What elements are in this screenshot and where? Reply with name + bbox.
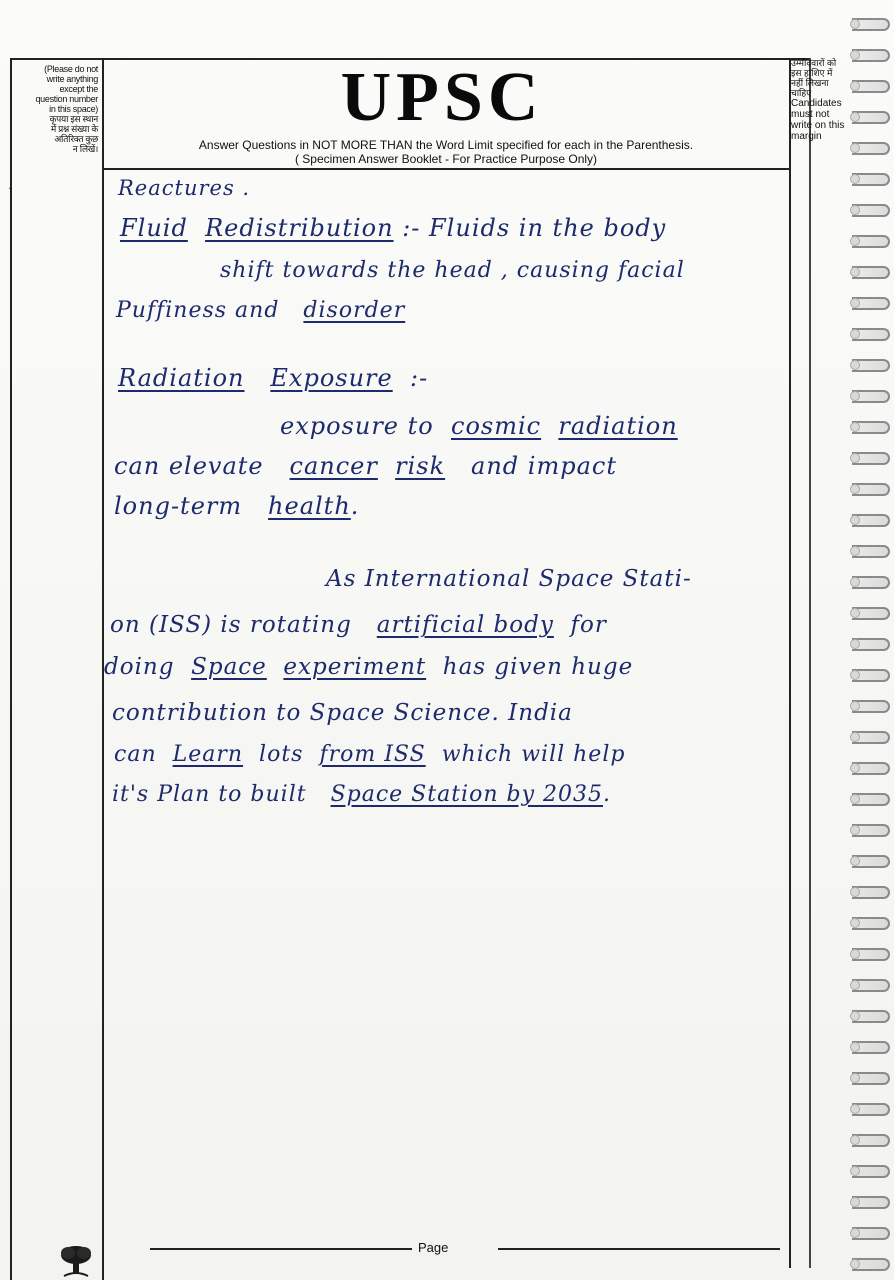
binding-hole bbox=[850, 81, 860, 91]
binding-hole bbox=[850, 949, 860, 959]
answer-line: As International Space Stati- bbox=[326, 566, 692, 592]
frame-left-line bbox=[10, 58, 12, 1280]
underlined-term: Space bbox=[191, 654, 267, 680]
binding-hole bbox=[850, 1042, 860, 1052]
tree-logo-icon bbox=[58, 1244, 94, 1278]
instructions-text: Answer Questions in NOT MORE THAN the Word Limit specified for each in the Parenthesis. bbox=[198, 138, 694, 152]
binding-hole bbox=[850, 1166, 860, 1176]
binding-hole bbox=[850, 763, 860, 773]
underlined-term: Redistribution bbox=[205, 214, 394, 242]
binding-hole bbox=[850, 887, 860, 897]
page-label: Page bbox=[418, 1240, 449, 1255]
underlined-term: cancer bbox=[289, 452, 378, 480]
answer-line: long-term health. bbox=[114, 492, 360, 520]
binding-hole bbox=[850, 639, 860, 649]
header-separator bbox=[102, 168, 790, 170]
answer-line: on (ISS) is rotating artificial body for bbox=[110, 612, 607, 638]
underlined-term: Fluid bbox=[120, 214, 188, 242]
binding-hole bbox=[850, 670, 860, 680]
binding-hole bbox=[850, 1259, 860, 1269]
binding-hole bbox=[850, 1228, 860, 1238]
answer-line: Reactures . bbox=[118, 176, 251, 200]
binding-hole bbox=[850, 205, 860, 215]
binding-hole bbox=[850, 1197, 860, 1207]
underlined-term: artificial body bbox=[376, 612, 554, 638]
binding-hole bbox=[850, 267, 860, 277]
answer-line: Radiation Exposure :- bbox=[118, 364, 429, 392]
binding-hole bbox=[850, 453, 860, 463]
answer-line: can Learn lots from ISS which will help bbox=[114, 742, 626, 767]
binding-hole bbox=[850, 1073, 860, 1083]
right-margin-note: उम्मीदवारों को इस हाशिए में नहीं लिखना चाहिए Candidates must not write on this margin bbox=[791, 58, 845, 142]
underlined-term: Radiation bbox=[118, 364, 245, 392]
binding-hole bbox=[850, 236, 860, 246]
binding-hole bbox=[850, 391, 860, 401]
binding-hole bbox=[850, 608, 860, 618]
binding-hole bbox=[850, 732, 860, 742]
answer-line: it's Plan to built Space Station by 2035. bbox=[112, 782, 611, 807]
answer-line: Puffiness and disorder bbox=[116, 298, 406, 323]
answer-line: exposure to cosmic radiation bbox=[280, 412, 678, 440]
binding-hole bbox=[850, 1104, 860, 1114]
answer-line: Fluid Redistribution :- Fluids in the body bbox=[120, 214, 667, 242]
page-title: UPSC bbox=[340, 59, 544, 136]
answer-line: contribution to Space Science. India bbox=[112, 700, 573, 726]
binding-hole bbox=[850, 1135, 860, 1145]
underlined-term: experiment bbox=[283, 654, 427, 680]
binding-hole bbox=[850, 50, 860, 60]
footer-line-right bbox=[498, 1248, 780, 1250]
specimen-subtitle: ( Specimen Answer Booklet - For Practice Purpose Only) bbox=[294, 152, 598, 166]
binding-hole bbox=[850, 794, 860, 804]
binding-hole bbox=[850, 701, 860, 711]
binding-hole bbox=[850, 546, 860, 556]
binding-hole bbox=[850, 329, 860, 339]
binding-hole bbox=[850, 174, 860, 184]
underlined-term: from ISS bbox=[319, 742, 426, 767]
answer-line: doing Space experiment has given huge bbox=[104, 654, 634, 680]
answer-line: can elevate cancer risk and impact bbox=[114, 452, 617, 480]
binding-hole bbox=[850, 918, 860, 928]
underlined-term: Space Station by 2035 bbox=[330, 782, 603, 807]
left-margin-note: (Please do not write anything except the question number in this space) कृपया इस स्थान में प्रश्न संख्या के अतिरिक्त कुछ न लिखें। bbox=[35, 64, 98, 154]
binding-hole bbox=[850, 1011, 860, 1021]
binding-hole bbox=[850, 980, 860, 990]
binding-hole bbox=[850, 422, 860, 432]
binding-hole bbox=[850, 360, 860, 370]
binding-hole bbox=[850, 577, 860, 587]
underlined-term: Exposure bbox=[270, 364, 393, 392]
underlined-term: health bbox=[268, 492, 351, 520]
answer-line: shift towards the head , causing facial bbox=[220, 258, 685, 283]
underlined-term: Learn bbox=[172, 742, 244, 767]
binding-hole bbox=[850, 515, 860, 525]
binding-hole bbox=[850, 484, 860, 494]
frame-right-line bbox=[809, 58, 811, 1268]
margin-dot: · bbox=[8, 183, 12, 194]
margin-line-right bbox=[789, 58, 791, 1268]
binding-hole bbox=[850, 143, 860, 153]
underlined-term: cosmic bbox=[451, 412, 542, 440]
underlined-term: radiation bbox=[558, 412, 678, 440]
binding-hole bbox=[850, 298, 860, 308]
spiral-binding bbox=[850, 0, 894, 1280]
binding-hole bbox=[850, 825, 860, 835]
underlined-term: risk bbox=[395, 452, 446, 480]
binding-hole bbox=[850, 856, 860, 866]
footer-line-left bbox=[150, 1248, 412, 1250]
underlined-term: disorder bbox=[303, 298, 406, 323]
binding-hole bbox=[850, 19, 860, 29]
binding-hole bbox=[850, 112, 860, 122]
